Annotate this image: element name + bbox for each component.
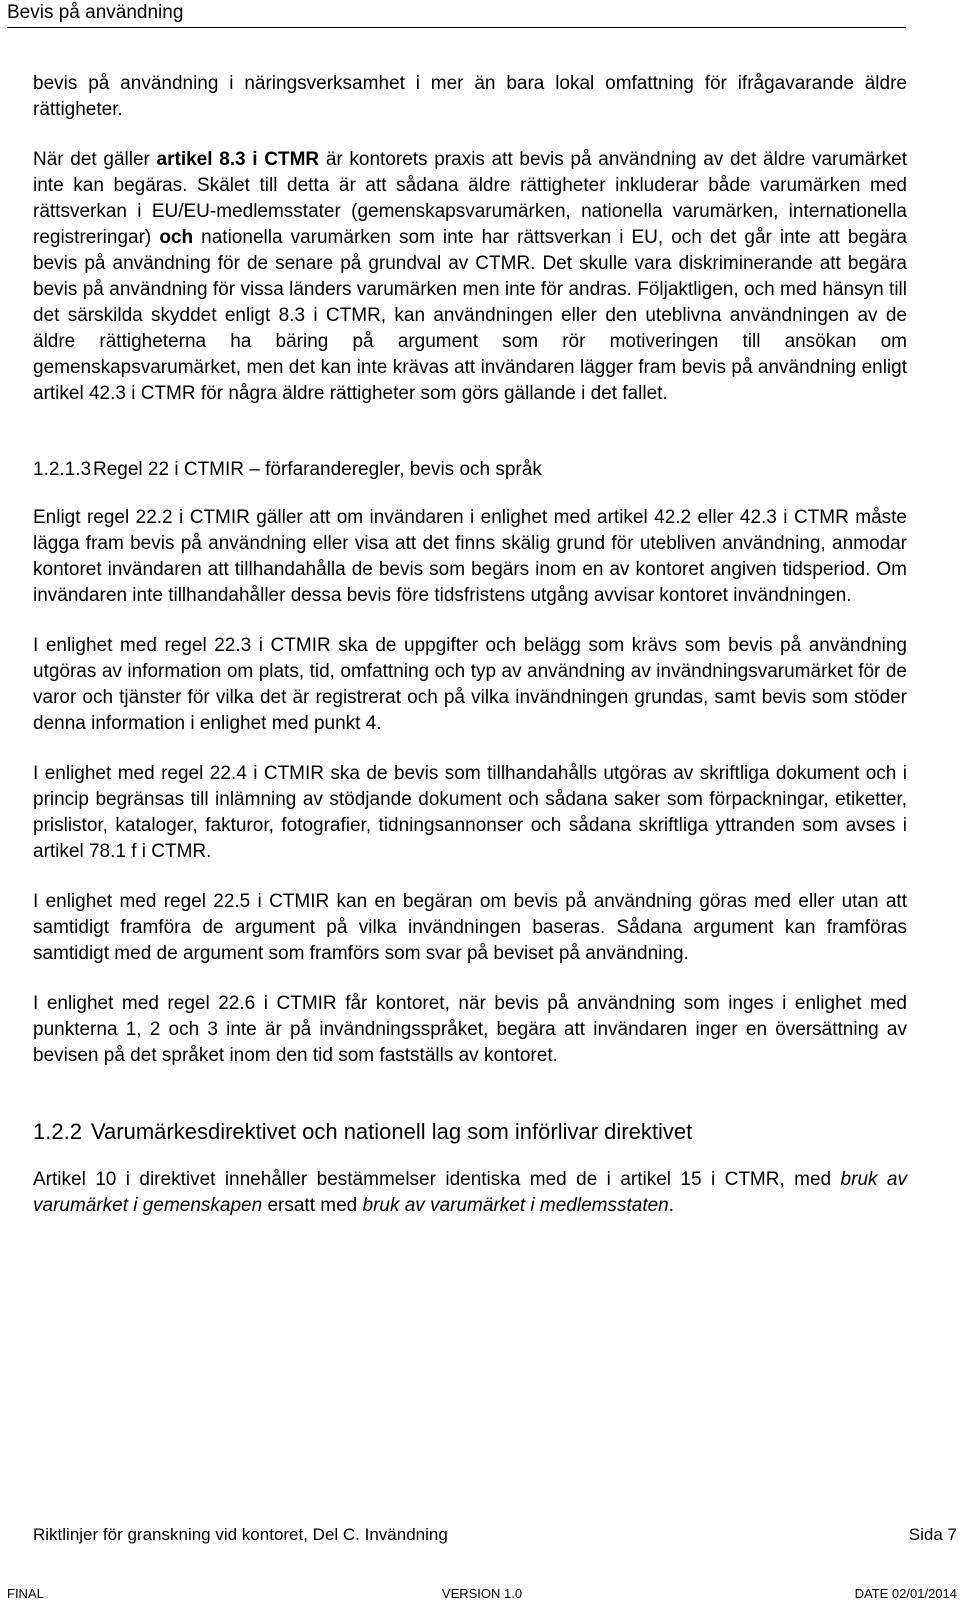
document-body <box>33 71 907 1219</box>
paragraph: I enlighet med regel 22.4 i CTMIR ska de bevis som tillhandahålls utgöras av skriftliga dokument och i princip begränsas till inlämning av stödjande dokument och sådana saker som förpackningar, etiketter, prislistor, kataloger, fakturor, fotografier, tidningsannonser och sådana skriftliga yttranden som avses i artikel 78.1 f i CTMR. <box>33 763 907 862</box>
document-meta-footer <box>7 1585 957 1603</box>
bold-reference: artikel 8.3 i CTMR <box>156 149 320 170</box>
section-heading <box>33 457 907 483</box>
italic-term: bruk av varumärket i medlemsstaten <box>362 1195 669 1216</box>
paragraph: Artikel 10 i direktivet innehåller bestämmelser identiska med de i artikel 15 i CTMR, med bruk av varumärket i gemenskapen ersatt med bruk av varumärket i medlemsstaten. <box>33 1169 907 1216</box>
status-label: FINAL <box>7 1586 44 1601</box>
version-label: VERSION 1.0 <box>441 1586 523 1601</box>
footer-document-title: Riktlinjer för granskning vid kontoret, Del C. Invändning <box>33 1525 448 1544</box>
paragraph: I enlighet med regel 22.6 i CTMIR får kontoret, när bevis på användning som inges i enlighet med punkterna 1, 2 och 3 inte är på invändningsspråket, begära att invändaren inger en översättning av bevisen på det språket inom den tid som fastställs av kontoret. <box>33 993 907 1066</box>
italic-term: bruk av varumärket i gemenskapen <box>33 1169 907 1216</box>
header-divider <box>7 27 906 28</box>
date-label: DATE 02/01/2014 <box>854 1586 957 1601</box>
paragraph: Enligt regel 22.2 i CTMIR gäller att om invändaren i enlighet med artikel 42.2 eller 42.3 i CTMR måste lägga fram bevis på användning eller visa att det finns skälig grund för utebliven användning, anmodar kontoret invändaren att tillhandahålla de bevis som begärs inom en av kontoret angiven tidsperiod. Om invändaren inte tillhandahåller dessa bevis före tidsfristens utgång avvisar kontoret invändningen. <box>33 507 907 606</box>
running-header: Bevis på användning <box>7 2 184 23</box>
paragraph: bevis på användning i näringsverksamhet i mer än bara lokal omfattning för ifrågavarande äldre rättigheter. <box>33 73 907 120</box>
page-number: Sida 7 <box>908 1525 957 1544</box>
section-number: 1.2.2 <box>33 1119 82 1144</box>
bold-emphasis: och <box>159 227 194 248</box>
paragraph: I enlighet med regel 22.5 i CTMIR kan en begäran om bevis på användning göras med eller utan att samtidigt framföra de argument på vilka invändningen baseras. Sådana argument kan framföras samtidigt med de argument som framförs som svar på beviset på användning. <box>33 891 907 964</box>
section-heading <box>33 1119 907 1145</box>
section-title: Regel 22 i CTMIR – förfaranderegler, bevis och språk <box>93 459 542 480</box>
paragraph: I enlighet med regel 22.3 i CTMIR ska de uppgifter och belägg som krävs som bevis på användning utgöras av information om plats, tid, omfattning och typ av användning av invändningsvarumärket för de varor och tjänster för vilka det är registrerat och på vilka invändningen grundas, samt bevis som stöder denna information i enlighet med punkt 4. <box>33 635 907 734</box>
paragraph: När det gäller artikel 8.3 i CTMR är kontorets praxis att bevis på användning av det äldre varumärket inte kan begäras. Skälet till detta är att sådana äldre rättigheter inkluderar både varumärken med rättsverkan i EU/EU-medlemsstater (gemenskapsvarumärken, nationella varumärken, internationella registreringar) och nationella varumärken som inte har rättsverkan i EU, och det går inte att begära bevis på användning för de senare på grundval av CTMR. Det skulle vara diskriminerande att begära bevis på användning för vissa länders varumärken men inte för andras. Följaktligen, och med hänsyn till det särskilda skyddet enligt 8.3 i CTMR, kan användningen eller den uteblivna användningen av de äldre rättigheterna ha bäring på argument som rör motiveringen till ansökan om gemenskapsvarumärket, men det kan inte krävas att invändaren lägger fram bevis på användning enligt artikel 42.3 i CTMR för några äldre rättigheter som görs gällande i det fallet. <box>33 149 907 404</box>
page-footer <box>33 1523 957 1547</box>
section-number: 1.2.1.3 <box>33 459 92 480</box>
section-title: Varumärkesdirektivet och nationell lag som införlivar direktivet <box>91 1119 693 1144</box>
